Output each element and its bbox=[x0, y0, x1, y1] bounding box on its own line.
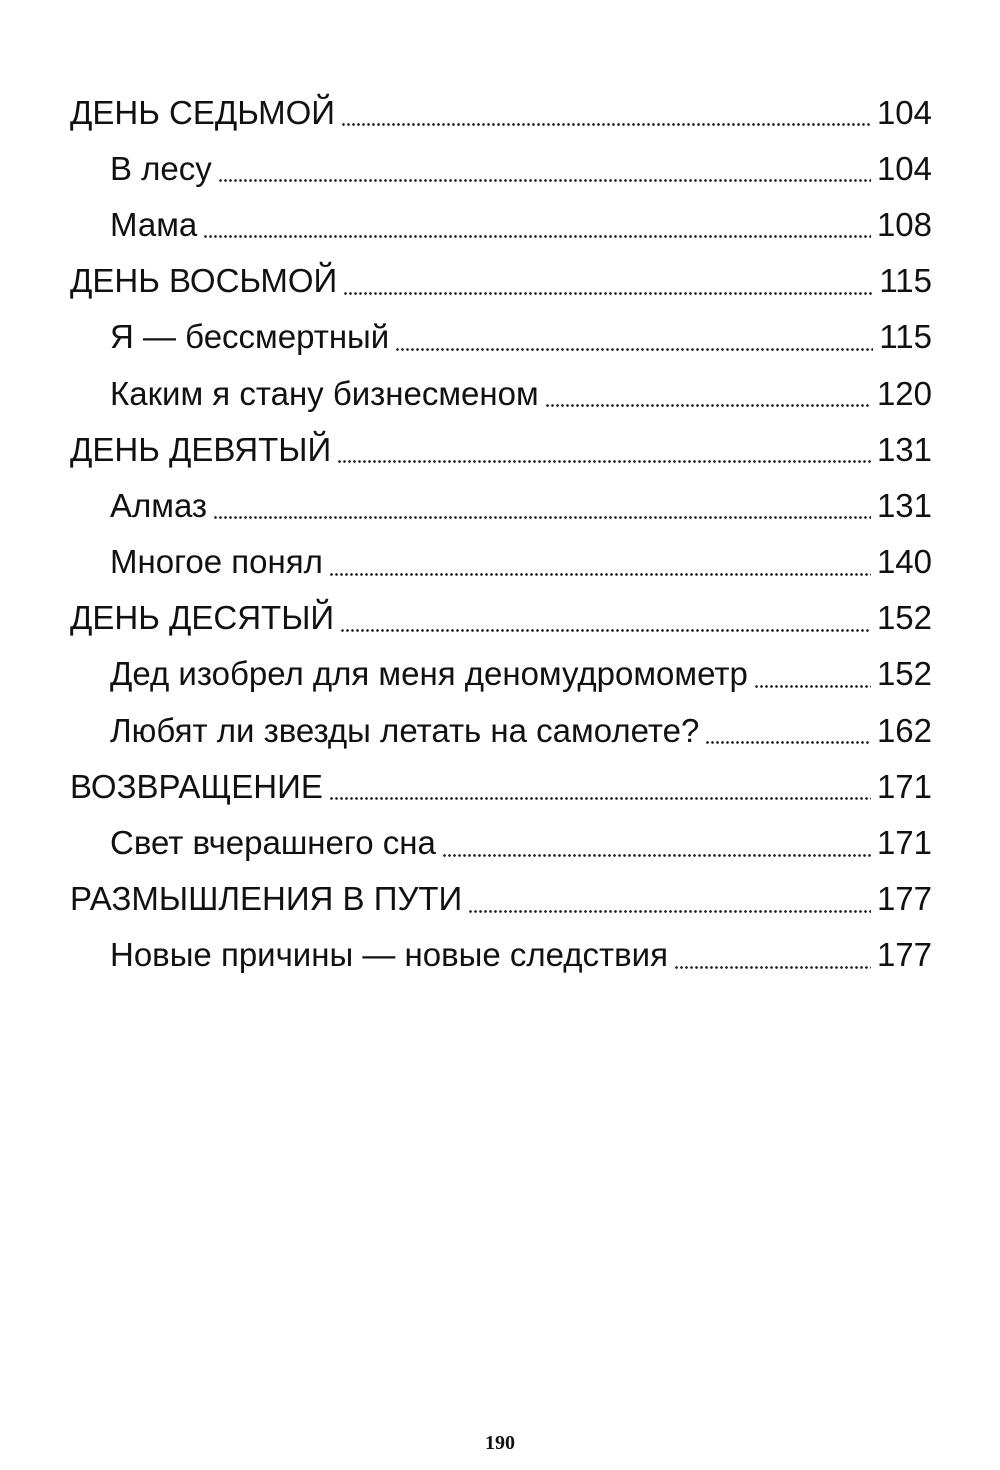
toc-entry-title: Свет вчерашнего сна bbox=[110, 824, 436, 862]
toc-entry-title: ДЕНЬ ВОСЬМОЙ bbox=[70, 262, 338, 300]
toc-entry-title: РАЗМЫШЛЕНИЯ В ПУТИ bbox=[70, 880, 463, 918]
toc-entry-page: 115 bbox=[879, 318, 932, 356]
dot-leader bbox=[340, 603, 871, 633]
toc-section-entry bbox=[70, 140, 932, 196]
dot-leader bbox=[674, 940, 871, 970]
toc-section-entry bbox=[70, 646, 932, 702]
toc-entry-page: 171 bbox=[876, 824, 932, 862]
toc-entry-page: 104 bbox=[876, 93, 932, 131]
dot-leader bbox=[329, 771, 871, 801]
toc-entry-page: 162 bbox=[876, 711, 932, 749]
toc-section-entry bbox=[70, 927, 932, 983]
toc-entry-page: 152 bbox=[876, 599, 932, 637]
toc-entry-page: 131 bbox=[876, 430, 932, 468]
toc-entry-title: Я — бессмертный bbox=[110, 318, 390, 356]
dot-leader bbox=[341, 97, 871, 127]
toc-chapter-entry bbox=[70, 421, 932, 477]
toc-entry-title: ДЕНЬ ДЕВЯТЫЙ bbox=[70, 430, 332, 468]
toc-entry-title: Дед изобрел для меня деномудромометр bbox=[110, 655, 748, 693]
toc-entry-title: ДЕНЬ СЕДЬМОЙ bbox=[70, 93, 336, 131]
dot-leader bbox=[343, 266, 873, 296]
dot-leader bbox=[218, 153, 871, 183]
toc-entry-page: 171 bbox=[876, 767, 932, 805]
toc-chapter-entry bbox=[70, 253, 932, 309]
toc-section-entry bbox=[70, 309, 932, 365]
dot-leader bbox=[468, 884, 871, 914]
toc-section-entry bbox=[70, 702, 932, 758]
toc-entry-title: Мама bbox=[110, 205, 198, 243]
toc-entry-title: Многое понял bbox=[110, 543, 323, 581]
toc-entry-page: 152 bbox=[876, 655, 932, 693]
toc-chapter-entry bbox=[70, 84, 932, 140]
dot-leader bbox=[337, 434, 871, 464]
toc-entry-page: 131 bbox=[876, 486, 932, 524]
toc-section-entry bbox=[70, 196, 932, 252]
toc-section-entry bbox=[70, 477, 932, 533]
toc-entry-page: 120 bbox=[876, 374, 932, 412]
page-number: 190 bbox=[485, 1432, 515, 1454]
dot-leader bbox=[213, 490, 871, 520]
toc-entry-title: ВОЗВРАЩЕНИЕ bbox=[70, 767, 323, 805]
toc-entry-page: 177 bbox=[876, 936, 932, 974]
toc-entry-title: В лесу bbox=[110, 149, 212, 187]
toc-chapter-entry bbox=[70, 758, 932, 814]
toc-entry-title: Алмаз bbox=[110, 486, 208, 524]
toc-entry-page: 104 bbox=[876, 149, 932, 187]
toc-section-entry bbox=[70, 814, 932, 870]
toc-entry-page: 115 bbox=[879, 262, 932, 300]
table-of-contents bbox=[70, 84, 932, 983]
dot-leader bbox=[395, 322, 873, 352]
toc-entry-page: 140 bbox=[876, 543, 932, 581]
toc-entry-title: Любят ли звезды летать на самолете? bbox=[110, 711, 700, 749]
dot-leader bbox=[442, 828, 871, 858]
toc-entry-page: 177 bbox=[876, 880, 932, 918]
dot-leader bbox=[203, 209, 871, 239]
toc-chapter-entry bbox=[70, 871, 932, 927]
dot-leader bbox=[329, 547, 871, 577]
toc-entry-page: 108 bbox=[876, 205, 932, 243]
toc-section-entry bbox=[70, 365, 932, 421]
dot-leader bbox=[545, 378, 871, 408]
dot-leader bbox=[705, 715, 871, 745]
toc-entry-title: Каким я стану бизнесменом bbox=[110, 374, 539, 412]
dot-leader bbox=[754, 659, 871, 689]
toc-entry-title: Новые причины — новые следствия bbox=[110, 936, 668, 974]
toc-chapter-entry bbox=[70, 590, 932, 646]
toc-entry-title: ДЕНЬ ДЕСЯТЫЙ bbox=[70, 599, 335, 637]
toc-section-entry bbox=[70, 534, 932, 590]
